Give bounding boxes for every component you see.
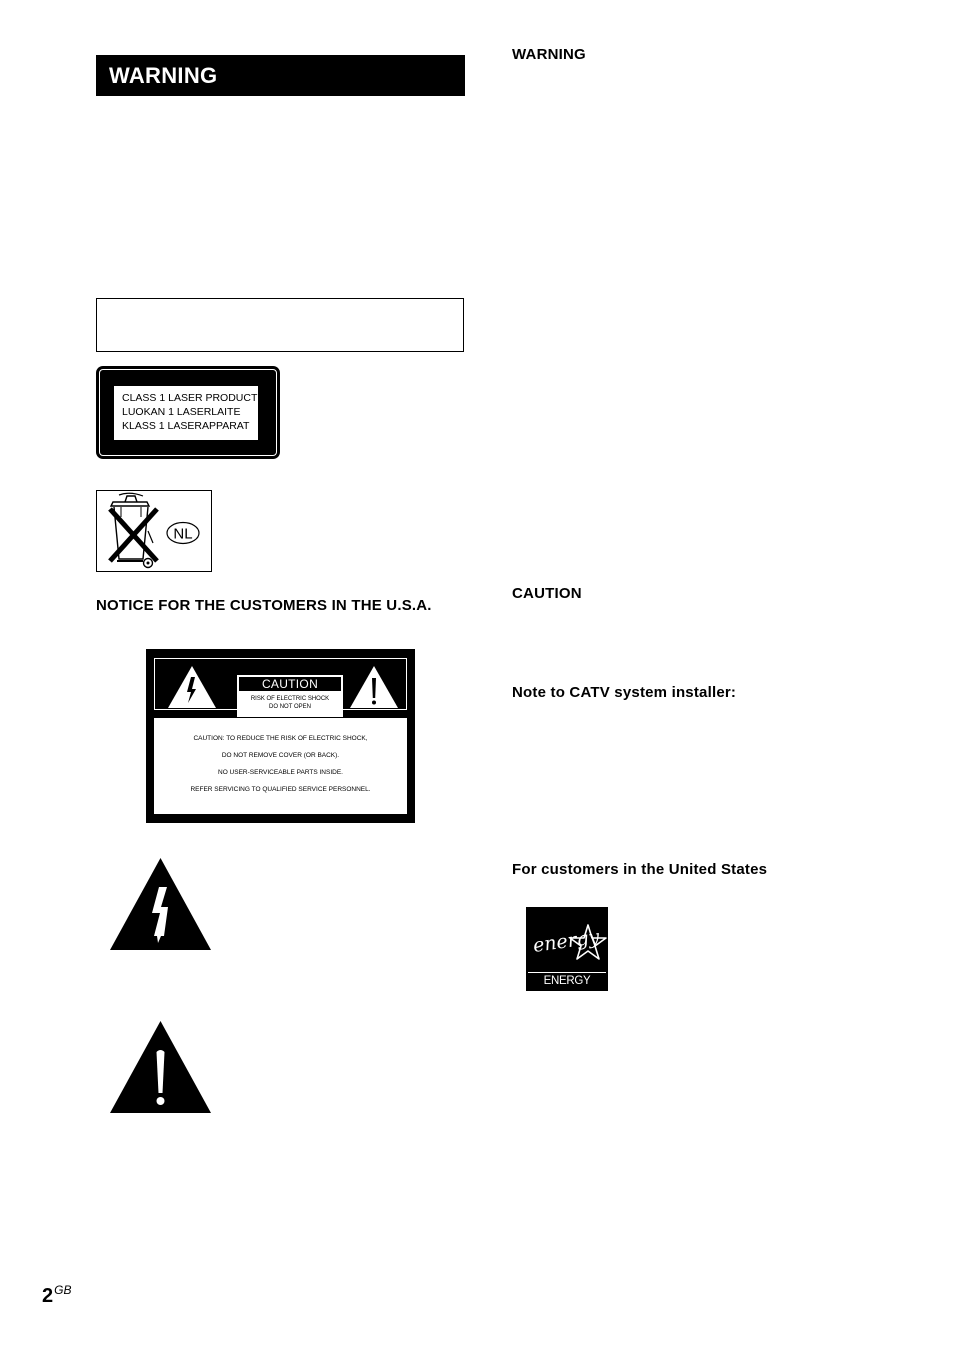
lightning-warning-icon [109, 857, 212, 951]
warning-heading: WARNING [512, 46, 586, 63]
caution-label-center [237, 675, 343, 717]
laser-line: CLASS 1 LASER PRODUCT [122, 392, 258, 404]
page-suffix: GB [54, 1283, 72, 1297]
crossed-bin-label [96, 490, 212, 572]
laser-line: LUOKAN 1 LASERLAITE [122, 406, 241, 418]
exclamation-triangle-icon [349, 665, 399, 709]
laser-product-label [97, 367, 279, 458]
crossed-bin-icon [97, 491, 211, 571]
laser-label-text [114, 386, 258, 440]
energy-star-text: ENERGY STAR [528, 972, 606, 989]
notice-box [96, 298, 464, 352]
caution-line: DO NOT REMOVE COVER (OR BACK). [221, 752, 340, 759]
energy-star-logo [526, 907, 608, 1003]
caution-label-subtitle: RISK OF ELECTRIC SHOCK DO NOT OPEN [250, 696, 330, 710]
caution-label-title: CAUTION [239, 677, 341, 691]
us-customers-heading: For customers in the United States [512, 861, 768, 878]
energy-script: energy [531, 925, 601, 957]
caution-label [146, 649, 415, 823]
catv-installer-heading: Note to CATV system installer: [512, 684, 737, 701]
caution-heading: CAUTION [512, 585, 582, 602]
caution-line: CAUTION: TO REDUCE THE RISK OF ELECTRIC SHOCK, [193, 735, 368, 742]
page-number: $2^{GB}$ [42, 1283, 72, 1307]
warning-banner: WARNING [96, 55, 465, 96]
exclamation-warning-icon [109, 1020, 212, 1114]
laser-line: KLASS 1 LASERAPPARAT [122, 420, 250, 432]
country-code-text: NL [173, 525, 193, 543]
energy-star-icon [526, 907, 608, 973]
usa-notice-heading: NOTICE FOR THE CUSTOMERS IN THE U.S.A. [96, 597, 432, 614]
lightning-triangle-icon [167, 665, 217, 709]
caution-line: REFER SERVICING TO QUALIFIED SERVICE PERSONNEL. [190, 786, 371, 793]
caution-line: NO USER-SERVICEABLE PARTS INSIDE. [218, 769, 343, 776]
caution-label-top [154, 658, 407, 710]
caution-label-text [154, 718, 407, 814]
